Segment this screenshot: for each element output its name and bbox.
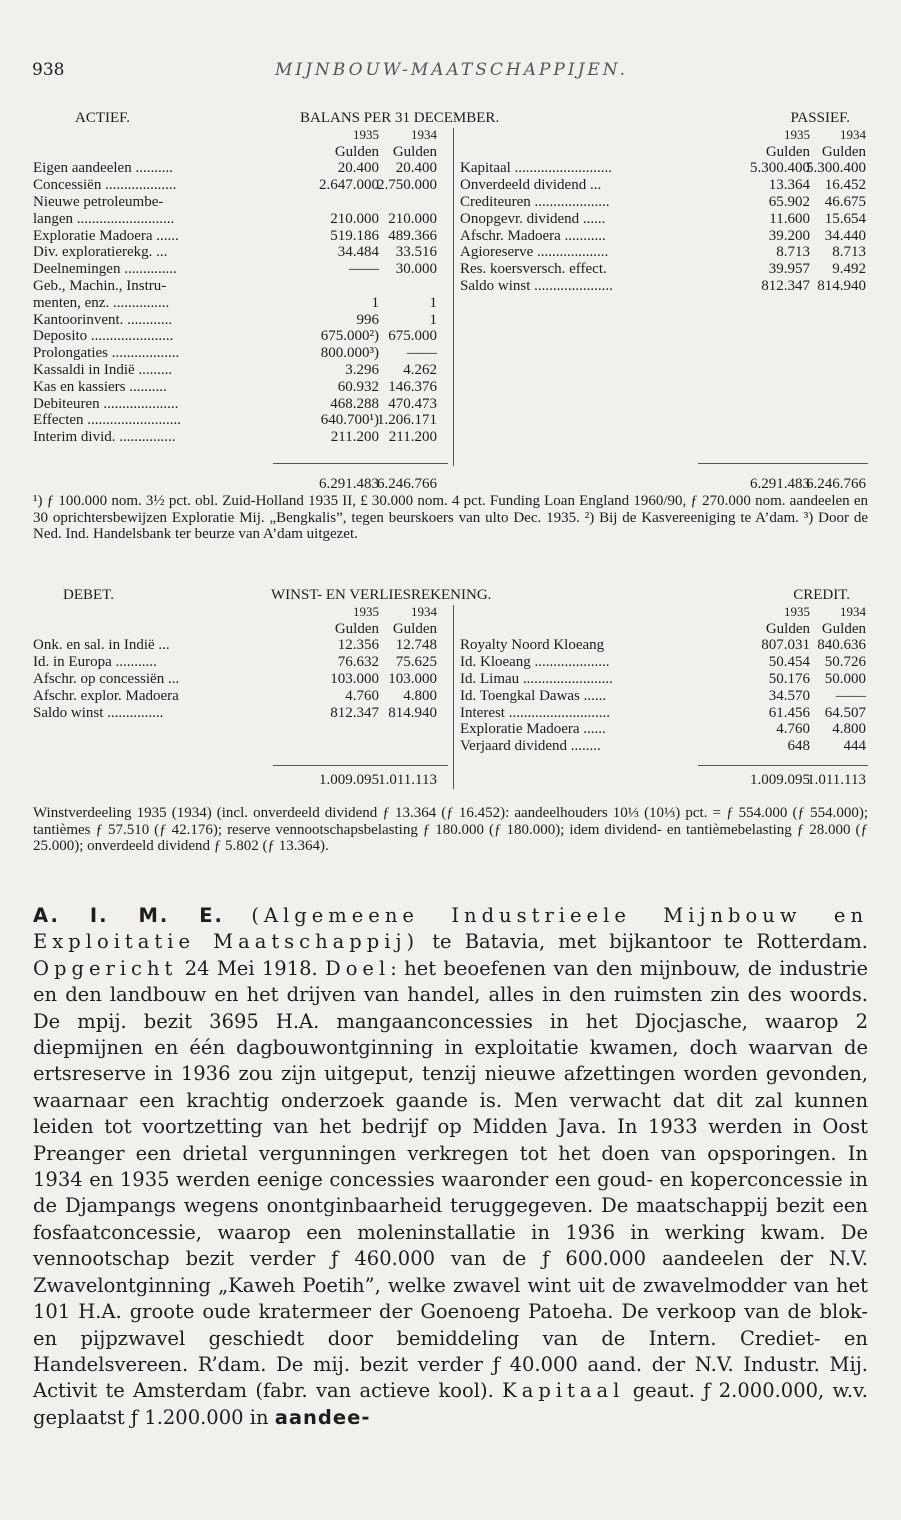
value-1934: 33.516 bbox=[395, 244, 437, 261]
total-debet-1935: 1.009.095 bbox=[319, 772, 379, 788]
value-1934: 103.000 bbox=[388, 670, 437, 687]
table-row bbox=[33, 211, 870, 228]
value-1934: 210.000 bbox=[388, 210, 437, 227]
value-1935: 34.484 bbox=[337, 244, 379, 261]
value-1935: 5.300.400 bbox=[750, 160, 810, 177]
entry-tail: aandee- bbox=[274, 1405, 371, 1429]
value-1934: 12.748 bbox=[395, 637, 437, 654]
row-label: Kas en kassiers .......... bbox=[33, 378, 167, 395]
row-label: Div. exploratierekg. ... bbox=[33, 244, 168, 261]
row-label: Royalty Noord Kloeang bbox=[460, 637, 605, 654]
value-1934: 15.654 bbox=[824, 210, 866, 227]
value-1935: 76.632 bbox=[337, 654, 379, 671]
unit-gulden: Gulden bbox=[334, 620, 379, 637]
row-label: Id. Toengkal Dawas ...... bbox=[460, 687, 607, 704]
value-1935: 812.347 bbox=[330, 704, 379, 721]
winst-title-row bbox=[33, 587, 870, 604]
table-row bbox=[33, 738, 870, 755]
value-1934: 211.200 bbox=[388, 429, 437, 446]
value-1935: 65.902 bbox=[768, 193, 810, 210]
company-name: A. I. M. E. bbox=[33, 904, 224, 927]
value-1935: 2.647.000 bbox=[319, 177, 379, 194]
value-1934: —— bbox=[836, 687, 866, 704]
company-entry bbox=[33, 903, 868, 1431]
value-1935: 12.356 bbox=[337, 637, 379, 654]
table-row bbox=[33, 160, 870, 177]
value-1934: 20.400 bbox=[395, 160, 437, 177]
row-label: Onopgevr. dividend ...... bbox=[460, 210, 606, 227]
row-label: Onverdeeld dividend ... bbox=[460, 177, 602, 194]
value-1935: 34.570 bbox=[768, 687, 810, 704]
table-row bbox=[33, 379, 870, 396]
year-1934-right: 1934 bbox=[840, 126, 866, 142]
value-1935: 3.296 bbox=[345, 361, 379, 378]
row-label: langen .......................... bbox=[33, 210, 175, 227]
sum-rule-credit bbox=[698, 765, 868, 766]
sum-rule-debet bbox=[273, 765, 448, 766]
value-1935: 50.454 bbox=[768, 654, 810, 671]
year-1934: 1934 bbox=[411, 603, 437, 619]
table-row bbox=[33, 244, 870, 261]
value-1935: 675.000²) bbox=[320, 328, 379, 345]
value-1935: 39.200 bbox=[768, 227, 810, 244]
value-1935: 519.186 bbox=[330, 227, 379, 244]
value-1934: 814.940 bbox=[388, 704, 437, 721]
winst-totals bbox=[33, 772, 870, 790]
value-1934: 50.000 bbox=[824, 670, 866, 687]
entry-text: geaut. ƒ 2.000.000, w.v. geplaatst ƒ 1.200.000 in bbox=[33, 1379, 868, 1429]
row-label: Kantoorinvent. ............ bbox=[33, 311, 173, 328]
column-divider bbox=[453, 128, 454, 466]
footnote-text: ¹) ƒ 100.000 nom. 3½ pct. obl. Zuid-Holland 1935 II, £ 30.000 nom. 4 pct. Funding Loan England 1960/90, ƒ 270.000 nom. aandeelen en 30 oprichtersbewijzen Exploratie Mij. „Bengkalis”, tegen beurskoers van ulto Dec. 1935. ²) Bij de Kasvereeniging te A’dam. ³) Door de Ned. Ind. Handelsbank ter beurze van A’dam uitgezet. bbox=[33, 493, 868, 543]
row-label: Geb., Machin., Instru- bbox=[33, 277, 167, 294]
row-label: Exploratie Madoera ...... bbox=[460, 721, 606, 738]
value-1934: 46.675 bbox=[824, 193, 866, 210]
year-1935: 1935 bbox=[353, 126, 379, 142]
value-1934: 64.507 bbox=[824, 704, 866, 721]
credit-heading: CREDIT. bbox=[793, 587, 850, 603]
kapitaal-label: Kapitaal bbox=[502, 1379, 625, 1403]
unit-gulden: Gulden bbox=[334, 143, 379, 160]
year-1935-right: 1935 bbox=[784, 126, 810, 142]
unit-gulden: Gulden bbox=[392, 143, 437, 160]
page-number: 938 bbox=[32, 60, 65, 80]
row-label: Interim divid. ............... bbox=[33, 429, 176, 446]
value-1934: 34.440 bbox=[824, 227, 866, 244]
value-1935: 8.713 bbox=[776, 244, 810, 261]
total-debet-1934: 1.011.113 bbox=[378, 772, 437, 788]
value-1935: 468.288 bbox=[330, 395, 379, 412]
table-row bbox=[33, 328, 870, 345]
year-1935: 1935 bbox=[353, 603, 379, 619]
value-1934: 470.473 bbox=[388, 395, 437, 412]
column-divider bbox=[453, 605, 454, 789]
value-1934: 30.000 bbox=[395, 261, 437, 278]
row-label: Kapitaal .......................... bbox=[460, 160, 613, 177]
value-1935: 4.760 bbox=[776, 721, 810, 738]
row-label: Prolongaties .................. bbox=[33, 345, 180, 362]
passief-heading: PASSIEF. bbox=[790, 110, 850, 126]
value-1935: 211.200 bbox=[330, 429, 379, 446]
entry-paragraph bbox=[33, 903, 868, 1431]
winst-heading: WINST- EN VERLIESREKENING. bbox=[271, 587, 492, 603]
row-label: Concessiën ................... bbox=[33, 177, 177, 194]
value-1934: 1.206.171 bbox=[377, 412, 437, 429]
row-label: Afschr. Madoera ........... bbox=[460, 227, 606, 244]
table-row bbox=[33, 637, 870, 654]
unit-gulden: Gulden bbox=[821, 143, 866, 160]
profit-loss-account bbox=[33, 587, 870, 769]
table-row bbox=[33, 396, 870, 413]
value-1934: 1 bbox=[429, 294, 437, 311]
value-1934: 675.000 bbox=[388, 328, 437, 345]
table-row bbox=[33, 345, 870, 362]
value-1935: 11.600 bbox=[769, 210, 810, 227]
total-actief-1934: 6.246.766 bbox=[377, 476, 437, 492]
value-1935: 812.347 bbox=[761, 277, 810, 294]
balance-heading: BALANS PER 31 DECEMBER. bbox=[300, 110, 500, 126]
table-row bbox=[33, 412, 870, 429]
value-1934: 9.492 bbox=[832, 261, 866, 278]
row-label: Onk. en sal. in Indië ... bbox=[33, 637, 170, 654]
row-label: Res. koersversch. effect. bbox=[460, 261, 607, 278]
value-1934: 2.750.000 bbox=[377, 177, 437, 194]
year-1934: 1934 bbox=[411, 126, 437, 142]
table-row bbox=[33, 228, 870, 245]
value-1934: 16.452 bbox=[824, 177, 866, 194]
running-title: MIJNBOUW-MAATSCHAPPIJEN. bbox=[275, 60, 628, 80]
winstverdeeling-text: Winstverdeeling 1935 (1934) (incl. onverdeeld dividend ƒ 13.364 (ƒ 16.452): aandeelhouders 10⅓ (10⅓) pct. = ƒ 554.000 (ƒ 554.000); tantièmes ƒ 57.510 (ƒ 42.176); reserve vennootschapsbelasting ƒ 180.000 (ƒ 180.000); idem dividend- en tantièmebelasting ƒ 28.000 (ƒ 25.000); onverdeeld dividend ƒ 5.802 (ƒ 13.364). bbox=[33, 805, 868, 855]
value-1934: 489.366 bbox=[388, 227, 437, 244]
unit-row bbox=[33, 621, 870, 638]
table-row bbox=[33, 295, 870, 312]
company-full-name: (Algemeene Industrieele Mijnbouw en Exploitatie Maatschappij) bbox=[33, 904, 868, 954]
value-1935: —— bbox=[349, 261, 379, 278]
row-label: Afschr. explor. Madoera bbox=[33, 687, 179, 704]
value-1935: 50.176 bbox=[768, 670, 810, 687]
value-1935: 1 bbox=[371, 294, 379, 311]
value-1935: 60.932 bbox=[337, 378, 379, 395]
unit-gulden: Gulden bbox=[765, 620, 810, 637]
debet-heading: DEBET. bbox=[63, 587, 114, 603]
row-label: Agioreserve ................... bbox=[460, 244, 609, 261]
balance-rows bbox=[33, 160, 870, 446]
row-label: Id. Kloeang .................... bbox=[460, 654, 610, 671]
table-row bbox=[33, 362, 870, 379]
value-1934: —— bbox=[407, 345, 437, 362]
year-row bbox=[33, 127, 870, 144]
total-row bbox=[33, 476, 870, 493]
row-label: Verjaard dividend ........ bbox=[460, 738, 601, 755]
row-label: Deposito ...................... bbox=[33, 328, 174, 345]
value-1934: 814.940 bbox=[817, 277, 866, 294]
balance-totals bbox=[33, 476, 870, 494]
value-1934: 8.713 bbox=[832, 244, 866, 261]
total-actief-1935: 6.291.483 bbox=[319, 476, 379, 492]
value-1935: 807.031 bbox=[761, 637, 810, 654]
unit-gulden: Gulden bbox=[821, 620, 866, 637]
row-label: Saldo winst ............... bbox=[33, 704, 164, 721]
balance-footnote bbox=[33, 493, 868, 543]
entry-text: te Batavia, met bijkantoor te Rotterdam. bbox=[419, 930, 868, 954]
unit-gulden: Gulden bbox=[765, 143, 810, 160]
winstverdeeling bbox=[33, 805, 868, 855]
value-1935: 103.000 bbox=[330, 670, 379, 687]
table-row bbox=[33, 671, 870, 688]
value-1934: 4.262 bbox=[403, 361, 437, 378]
table-row bbox=[33, 278, 870, 295]
value-1935: 800.000³) bbox=[320, 345, 379, 362]
value-1935: 61.456 bbox=[768, 704, 810, 721]
opgericht-label: Opgericht bbox=[33, 956, 178, 980]
total-row bbox=[33, 772, 870, 789]
total-passief-1935: 6.291.483 bbox=[750, 476, 810, 492]
value-1934: 4.800 bbox=[403, 687, 437, 704]
row-label: Deelnemingen .............. bbox=[33, 261, 177, 278]
row-label: Crediteuren .................... bbox=[460, 193, 610, 210]
value-1935: 648 bbox=[787, 738, 810, 755]
value-1934: 444 bbox=[843, 738, 866, 755]
table-row bbox=[33, 654, 870, 671]
row-label: Kassaldi in Indië ......... bbox=[33, 361, 173, 378]
table-row bbox=[33, 177, 870, 194]
year-1934-right: 1934 bbox=[840, 603, 866, 619]
table-row bbox=[33, 688, 870, 705]
value-1935: 20.400 bbox=[337, 160, 379, 177]
row-label: Id. Limau ........................ bbox=[460, 670, 613, 687]
doel-label: Doel bbox=[325, 956, 391, 980]
table-row bbox=[33, 721, 870, 738]
row-label: Debiteuren .................... bbox=[33, 395, 179, 412]
unit-gulden: Gulden bbox=[392, 620, 437, 637]
value-1934: 50.726 bbox=[824, 654, 866, 671]
row-label: Interest ........................... bbox=[460, 704, 610, 721]
value-1934: 840.636 bbox=[817, 637, 866, 654]
value-1935: 996 bbox=[356, 311, 379, 328]
value-1935: 640.700¹) bbox=[320, 412, 379, 429]
balance-sheet bbox=[33, 110, 870, 470]
year-1935-right: 1935 bbox=[784, 603, 810, 619]
unit-row bbox=[33, 144, 870, 161]
table-row bbox=[33, 194, 870, 211]
value-1935: 39.957 bbox=[768, 261, 810, 278]
sum-rule-actief bbox=[273, 463, 448, 464]
value-1935: 4.760 bbox=[345, 687, 379, 704]
row-label: Exploratie Madoera ...... bbox=[33, 227, 179, 244]
value-1934: 4.800 bbox=[832, 721, 866, 738]
total-credit-1934: 1.011.113 bbox=[807, 772, 866, 788]
value-1935: 210.000 bbox=[330, 210, 379, 227]
winst-rows bbox=[33, 637, 870, 755]
row-label: Id. in Europa ........... bbox=[33, 654, 157, 671]
row-label: Effecten ......................... bbox=[33, 412, 182, 429]
value-1934: 1 bbox=[429, 311, 437, 328]
total-credit-1935: 1.009.095 bbox=[750, 772, 810, 788]
value-1934: 5.300.400 bbox=[806, 160, 866, 177]
table-row bbox=[33, 261, 870, 278]
table-row bbox=[33, 705, 870, 722]
row-label: Nieuwe petroleumbe- bbox=[33, 193, 164, 210]
page-header bbox=[32, 60, 871, 86]
row-label: Eigen aandeelen .......... bbox=[33, 160, 173, 177]
table-row bbox=[33, 312, 870, 329]
entry-text: 24 Mei 1918. bbox=[177, 956, 326, 980]
row-label: Saldo winst ..................... bbox=[460, 277, 613, 294]
balance-title-row bbox=[33, 110, 870, 127]
value-1934: 75.625 bbox=[395, 654, 437, 671]
actief-heading: ACTIEF. bbox=[75, 110, 131, 126]
value-1934: 146.376 bbox=[388, 378, 437, 395]
year-row bbox=[33, 604, 870, 621]
sum-rule-passief bbox=[698, 463, 868, 464]
total-passief-1934: 6.246.766 bbox=[806, 476, 866, 492]
entry-text: : het beoefenen van den mijnbouw, de industrie en den landbouw en het drijven van handel, alles in den ruimsten zin des woords. De mpij. bezit 3695 H.A. mangaanconcessies in het Djocjasche, waarop 2 diepmijnen en één dagbouwontginning in exploitatie kwamen, doch waarvan de ertsreserve in 1936 zou zijn uitgeput, tenzij nieuwe afzettingen worden gevonden, waarnaar een krachtig onderzoek gaande is. Men verwacht dat dit zal kunnen leiden tot voortzetting van het bedrijf op Midden Java. In 1933 werden in Oost Preanger een drietal vergunningen verkregen tot het doen van opsporingen. In 1934 en 1935 werden eenige concessies waaronder een goud- en koperconcessie in de Djampangs wegens onontginbaarheid teruggegeven. De maatschappij bezit een fosfaatconcessie, waarop een moleninstallatie in 1936 in werking kwam. De vennootschap bezit verder ƒ 460.000 van de ƒ 600.000 aandeelen der N.V. Zwavelontginning „Kaweh Poetih”, welke zwavel wint uit de zwavelmodder van het 101 H.A. groote oude kratermeer der Goenoeng Patoeha. De verkoop van de blok- en pijpzwavel geschiedt door bemiddeling van de Intern. Crediet- en Handelsvereen. R’dam. De mij. bezit verder ƒ 40.000 aand. der N.V. Industr. Mij. Activit te Amsterdam (fabr. van actieve kool). bbox=[33, 956, 868, 1403]
row-label: menten, enz. ............... bbox=[33, 294, 170, 311]
table-row bbox=[33, 429, 870, 446]
value-1935: 13.364 bbox=[768, 177, 810, 194]
row-label: Afschr. op concessiën ... bbox=[33, 670, 180, 687]
